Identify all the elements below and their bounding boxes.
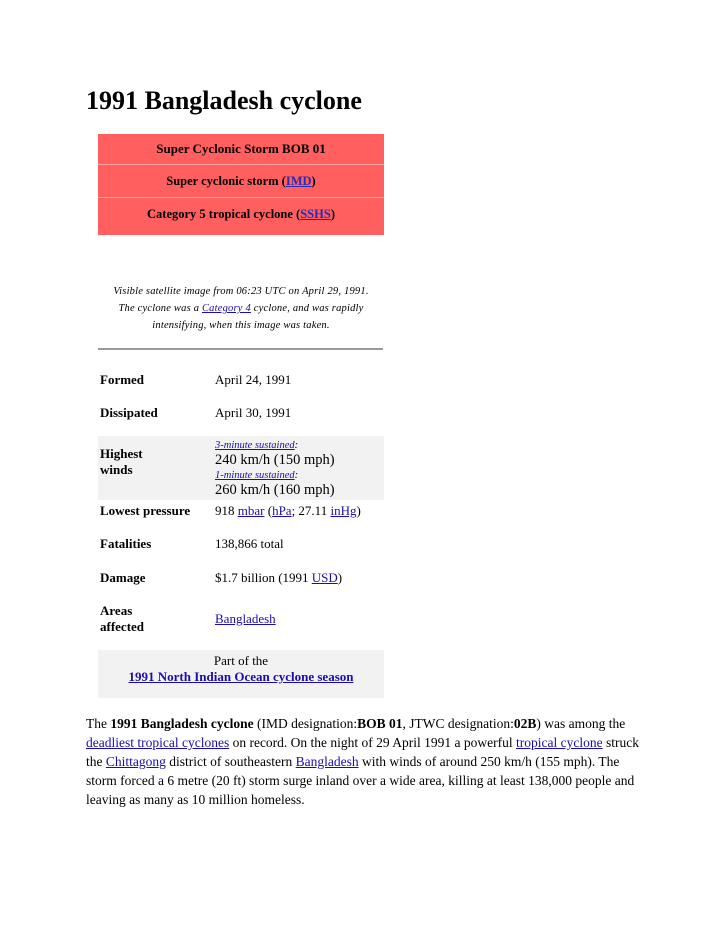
intro-text: , JTWC designation: <box>402 716 514 731</box>
caption-line-2 <box>98 300 384 317</box>
winds-row <box>98 436 384 500</box>
intro-text: ) was among the <box>536 716 626 731</box>
season-link-wrap <box>98 669 384 685</box>
1-minute-sustained-link[interactable]: 1-minute sustained <box>215 470 295 481</box>
sshs-link[interactable]: SSHS <box>300 207 331 221</box>
hpa-link[interactable]: hPa <box>272 503 292 518</box>
intro-text: struck the <box>86 735 639 769</box>
intro-bold-jtwc: 02B <box>513 716 537 731</box>
dissipated-label: Dissipated <box>100 405 158 420</box>
intro-bold-imd: BOB 01 <box>357 716 403 731</box>
infobox-storm-name: Super Cyclonic Storm BOB 01 <box>156 141 326 156</box>
damage-label: Damage <box>100 570 146 585</box>
intro-text: on record. On the night of 29 April 1991 a powerful <box>229 735 517 750</box>
3-minute-sustained-link[interactable]: 3-minute sustained <box>215 440 295 451</box>
formed-row <box>98 372 384 392</box>
areas-row <box>98 603 384 639</box>
winds-value-1min: 260 km/h (160 mph) <box>215 482 335 498</box>
sshs-class-text: Category 5 tropical cyclone ( <box>147 207 301 221</box>
damage-text: ) <box>337 570 343 585</box>
page-title: 1991 Bangladesh cyclone <box>86 86 362 115</box>
bangladesh-link[interactable]: Bangladesh <box>215 611 276 626</box>
infobox-divider <box>98 348 383 350</box>
formed-label: Formed <box>100 372 145 387</box>
dissipated-row <box>98 405 384 425</box>
areas-label-line2: affected <box>100 619 145 634</box>
intro-text: (IMD designation: <box>253 716 358 731</box>
winds-value-3min: 240 km/h (150 mph) <box>215 452 335 468</box>
pressure-number: 918 <box>215 503 235 518</box>
intro-text: The <box>86 716 111 731</box>
infobox-header-divider <box>98 164 384 165</box>
winds-values <box>215 438 335 498</box>
damage-text: $1.7 billion (1991 <box>215 570 312 585</box>
formed-value: April 24, 1991 <box>215 372 292 387</box>
article-intro <box>86 714 646 809</box>
winds-label-line1: Highest <box>100 446 143 461</box>
mbar-link[interactable]: mbar <box>237 503 265 518</box>
dissipated-value: April 30, 1991 <box>215 405 292 420</box>
infobox-imd-class <box>98 170 384 192</box>
part-of-text: Part of the <box>213 653 269 668</box>
winds-label <box>100 446 143 478</box>
areas-value <box>215 611 276 627</box>
winds-label-line2: winds <box>100 462 133 477</box>
areas-label <box>100 603 144 635</box>
season-link[interactable]: 1991 North Indian Ocean cyclone season <box>128 669 354 684</box>
tropical-cyclone-link[interactable]: tropical cyclone <box>516 735 603 750</box>
caption-text: The cyclone was a <box>118 303 202 314</box>
winds-note-colon: : <box>294 470 299 481</box>
intro-bold-title: 1991 Bangladesh cyclone <box>110 716 254 731</box>
pressure-text: ; 27.11 <box>291 503 331 518</box>
caption-line-1: Visible satellite image from 06:23 UTC on April 29, 1991. <box>113 286 369 297</box>
intro-text: with winds of around 250 km/h (155 mph). The storm forced a 6 metre (20 ft) storm surge inland over a wide area, killing at least 138,000 people and leaving as many as 10 million homeless. <box>86 754 635 807</box>
image-caption <box>98 283 384 334</box>
damage-row <box>98 570 384 590</box>
infobox-sshs-class <box>98 203 384 225</box>
infobox-header-divider <box>98 197 384 198</box>
intro-text: district of southeastern <box>165 754 296 769</box>
category-4-link[interactable]: Category 4 <box>201 303 251 314</box>
areas-label-line1: Areas <box>100 603 133 618</box>
winds-note-3min <box>215 438 335 453</box>
usd-link[interactable]: USD <box>311 570 338 585</box>
imd-class-text: Super cyclonic storm ( <box>166 174 286 188</box>
caption-text: cyclone, and was rapidly <box>250 303 364 314</box>
chittagong-link[interactable]: Chittagong <box>105 754 166 769</box>
fatalities-label: Fatalities <box>100 536 152 551</box>
fatalities-row <box>98 536 384 556</box>
pressure-value <box>215 503 361 519</box>
fatalities-value: 138,866 total <box>215 536 284 551</box>
imd-link[interactable]: IMD <box>285 174 312 188</box>
bangladesh-body-link[interactable]: Bangladesh <box>295 754 359 769</box>
deadliest-tropical-cyclones-link[interactable]: deadliest tropical cyclones <box>86 735 230 750</box>
season-footer <box>98 650 384 698</box>
caption-line-3: intensifying, when this image was taken. <box>152 320 330 331</box>
damage-value <box>215 570 342 586</box>
winds-note-1min <box>215 468 335 483</box>
inhg-link[interactable]: inHg <box>330 503 357 518</box>
pressure-row <box>98 503 384 523</box>
imd-class-close: ) <box>311 174 316 188</box>
infobox-header <box>98 134 384 235</box>
sshs-class-close: ) <box>330 207 335 221</box>
pressure-label: Lowest pressure <box>100 503 191 518</box>
pressure-text: ) <box>356 503 361 518</box>
winds-note-colon: : <box>294 440 299 451</box>
pressure-text: ( <box>264 503 273 518</box>
